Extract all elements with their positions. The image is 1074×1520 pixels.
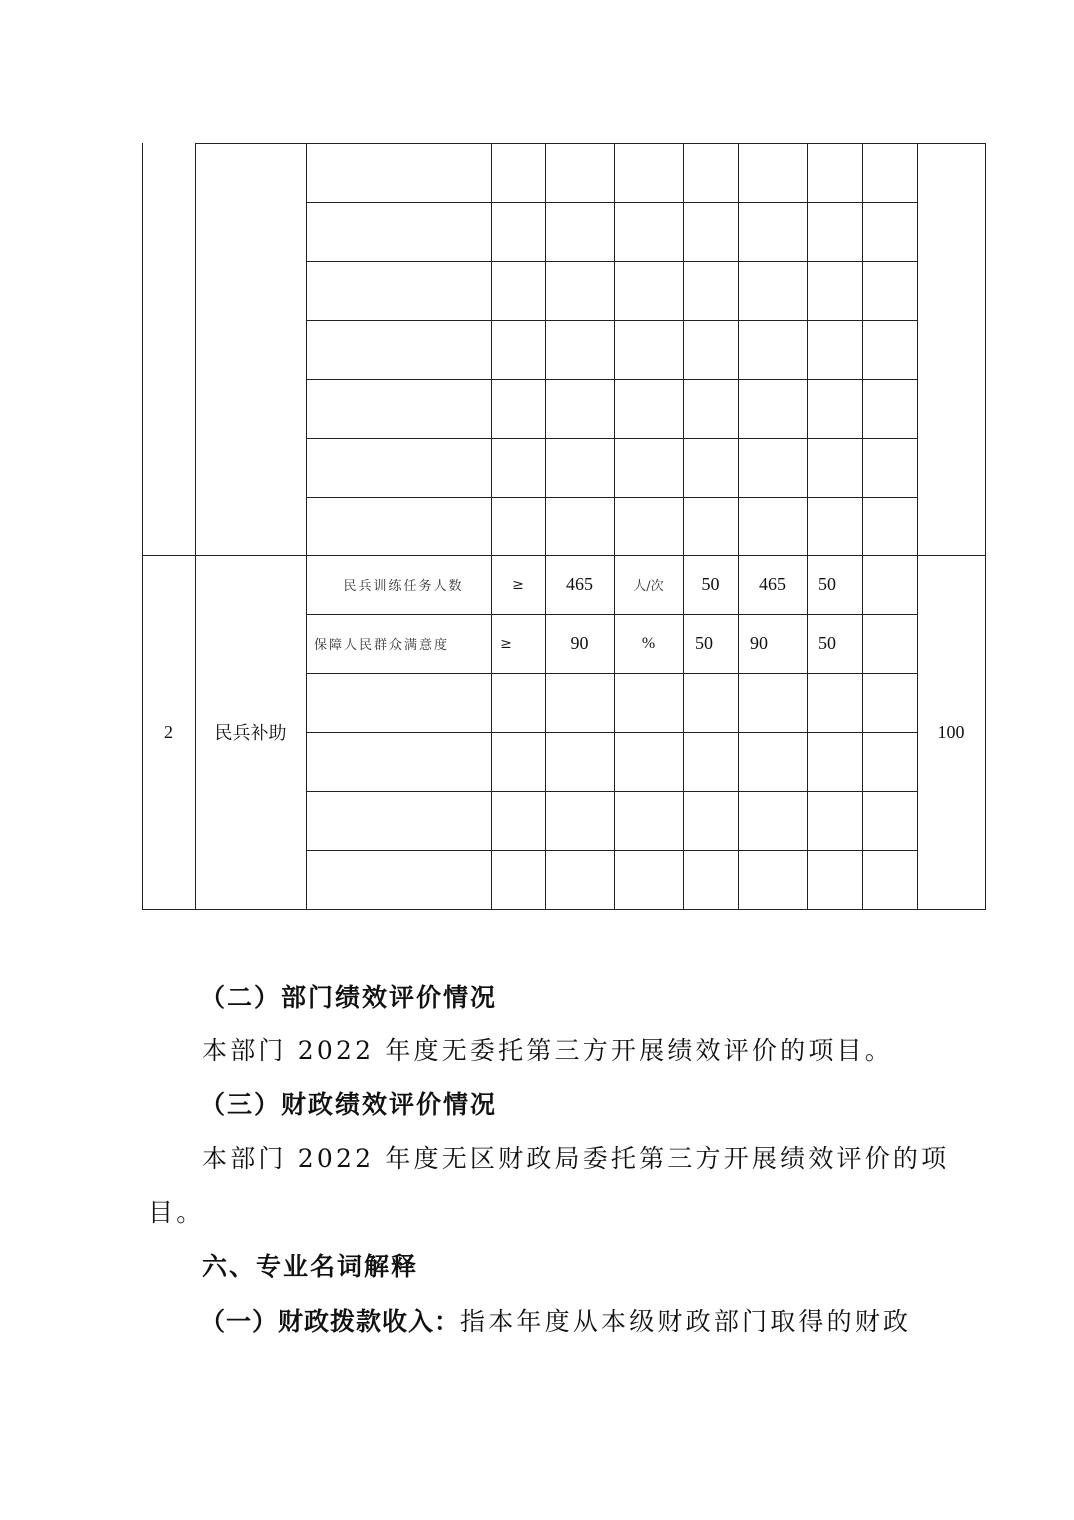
indicator-score: 50 xyxy=(818,633,836,653)
row-index: 2 xyxy=(164,721,173,742)
table-border xyxy=(985,143,986,909)
term1-text: 指本年度从本级财政部门取得的财政 xyxy=(460,1307,912,1336)
indicator-name: 民兵训练任务人数 xyxy=(343,579,464,594)
table-border xyxy=(142,909,986,910)
table-border xyxy=(862,143,863,909)
table-border xyxy=(807,143,808,909)
table-border xyxy=(306,261,917,262)
indicator-weight: 50 xyxy=(701,574,720,594)
indicator-unit: % xyxy=(641,634,656,652)
indicator-operator: ≥ xyxy=(512,576,524,593)
table-border xyxy=(195,143,986,144)
table-border xyxy=(738,143,739,909)
indicator-target: 465 xyxy=(566,574,593,594)
term1-label: （一）财政拨款收入： xyxy=(200,1307,461,1336)
indicator-weight: 50 xyxy=(695,633,713,653)
indicator-actual: 465 xyxy=(759,574,786,594)
fin-eval-text-line2: 目。 xyxy=(148,1198,205,1227)
indicator-score: 50 xyxy=(818,574,836,594)
table-border xyxy=(491,143,492,909)
table-border xyxy=(545,143,546,909)
dept-eval-text-content: 本部门 2022 年度无委托第三方开展绩效评价的项目。 xyxy=(202,1036,893,1065)
indicator-unit: 人/次 xyxy=(633,579,664,594)
table-border xyxy=(306,850,917,851)
total-score: 100 xyxy=(937,721,965,742)
table-border xyxy=(306,791,917,792)
table-border xyxy=(306,673,917,674)
project-name: 民兵补助 xyxy=(214,723,287,744)
indicator-name: 保障人民群众满意度 xyxy=(314,638,450,653)
fin-eval-heading: （三）财政绩效评价情况 xyxy=(200,1090,498,1119)
fin-eval-text-line1: 本部门 2022 年度无区财政局委托第三方开展绩效评价的项 xyxy=(202,1144,950,1173)
terms-heading: 六、专业名词解释 xyxy=(202,1252,419,1281)
table-border xyxy=(306,379,917,380)
dept-eval-text xyxy=(202,1036,893,1066)
table-border xyxy=(306,732,917,733)
table-border xyxy=(306,143,307,909)
dept-eval-heading: （二）部门绩效评价情况 xyxy=(200,983,498,1012)
table-border xyxy=(306,438,917,439)
table-border xyxy=(306,202,917,203)
table-border xyxy=(306,497,917,498)
term1 xyxy=(200,1307,911,1337)
table-border xyxy=(306,320,917,321)
indicator-target: 90 xyxy=(570,633,589,653)
table-border xyxy=(614,143,615,909)
indicator-operator: ≥ xyxy=(500,635,512,652)
indicator-actual: 90 xyxy=(750,633,768,653)
table-border xyxy=(683,143,684,909)
